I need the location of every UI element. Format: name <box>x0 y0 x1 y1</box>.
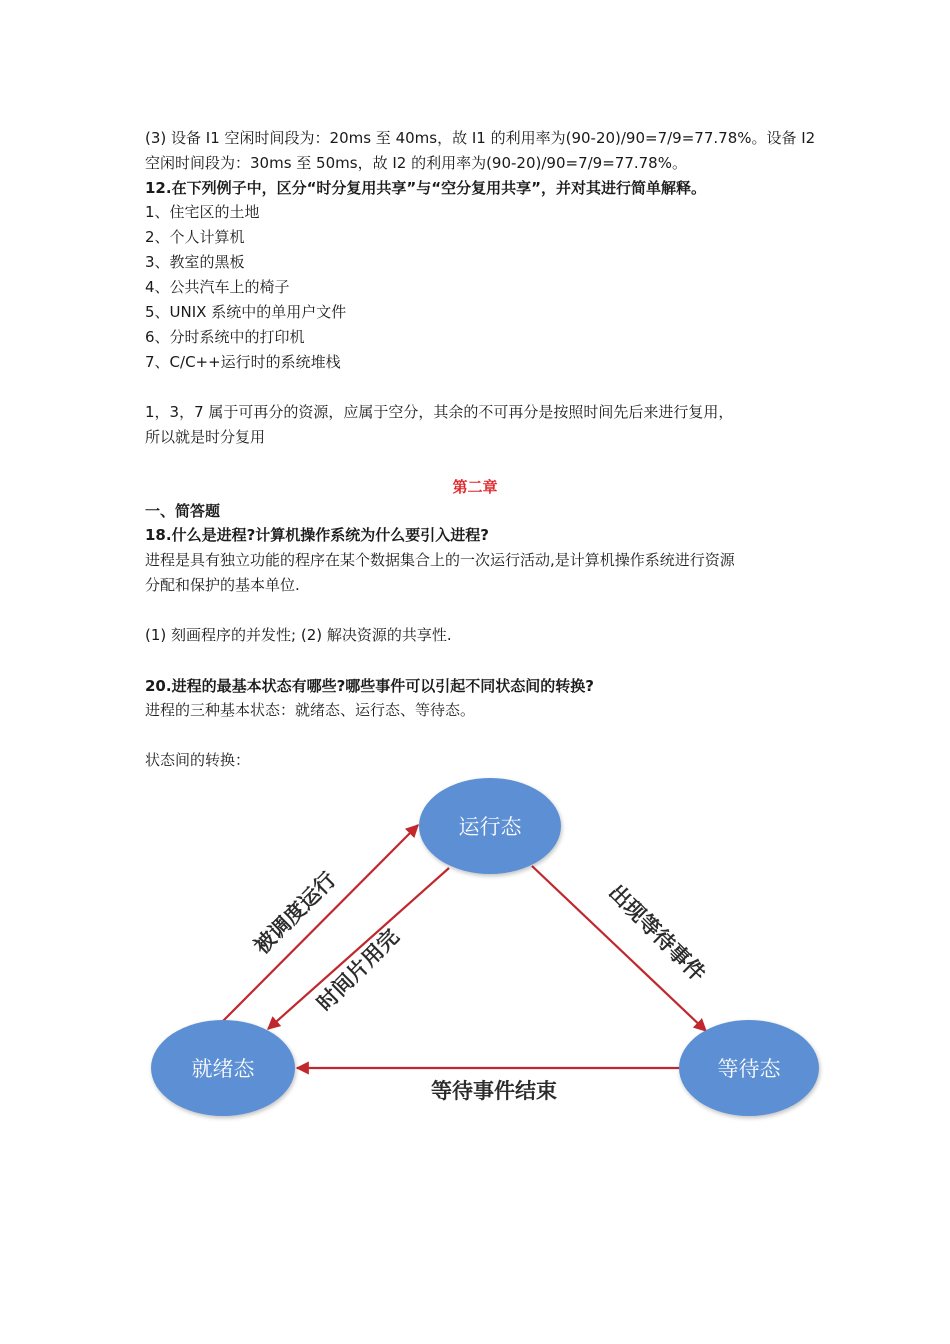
state-ready-label: 就绪态 <box>191 1057 255 1081</box>
transition-timeslice-label: 时间片用完 <box>312 924 404 1016</box>
question-18-answer-2: 分配和保护的基本单位. <box>145 576 300 594</box>
question-18-title: 18.什么是进程?计算机操作系统为什么要引入进程? <box>145 526 489 544</box>
util-line-1: (3) 设备 I1 空闲时间段为：20ms 至 40ms，故 I1 的利用率为(90-20)/90=7/9=77.78%。设备 I2 <box>145 129 816 147</box>
util-line-2: 空闲时间段为：30ms 至 50ms，故 I2 的利用率为(90-20)/90=7/9=77.78%。 <box>145 154 687 172</box>
list-item: 2、个人计算机 <box>145 228 245 246</box>
state-waiting-label: 等待态 <box>717 1057 781 1081</box>
transition-intro: 状态间的转换： <box>145 751 251 769</box>
state-running-label: 运行态 <box>458 815 522 839</box>
list-item: 7、C/C++运行时的系统堆栈 <box>145 353 341 371</box>
question-20-answer: 进程的三种基本状态：就绪态、运行态、等待态。 <box>145 701 476 719</box>
transition-wait-event-label: 出现等待事件 <box>603 880 710 987</box>
question-20-title: 20.进程的最基本状态有哪些?哪些事件可以引起不同状态间的转换? <box>145 677 594 695</box>
list-item: 5、UNIX 系统中的单用户文件 <box>145 303 347 321</box>
state-ready <box>151 1020 295 1116</box>
section-title: 一、简答题 <box>145 502 221 520</box>
list-item: 1、住宅区的土地 <box>145 203 260 221</box>
question-18-reasons: (1) 刻画程序的并发性; (2) 解决资源的共享性. <box>145 626 452 644</box>
transition-event-done-label: 等待事件结束 <box>431 1079 557 1103</box>
question-12-title: 12.在下列例子中，区分“时分复用共享”与“空分复用共享”，并对其进行简单解释。 <box>145 179 707 197</box>
question-12-answer-1: 1，3，7 属于可再分的资源，应属于空分，其余的不可再分是按照时间先后来进行复用， <box>145 403 734 421</box>
chapter-title: 第二章 <box>452 478 498 496</box>
list-item: 6、分时系统中的打印机 <box>145 328 305 346</box>
state-running <box>419 778 561 874</box>
question-18-answer-1: 进程是具有独立功能的程序在某个数据集合上的一次运行活动,是计算机操作系统进行资源 <box>145 551 735 569</box>
list-item: 3、教室的黑板 <box>145 253 245 271</box>
transition-scheduled-label: 被调度运行 <box>249 867 341 959</box>
list-item: 4、公共汽车上的椅子 <box>145 278 290 296</box>
state-waiting <box>679 1020 819 1116</box>
question-12-answer-2: 所以就是时分复用 <box>145 428 266 446</box>
